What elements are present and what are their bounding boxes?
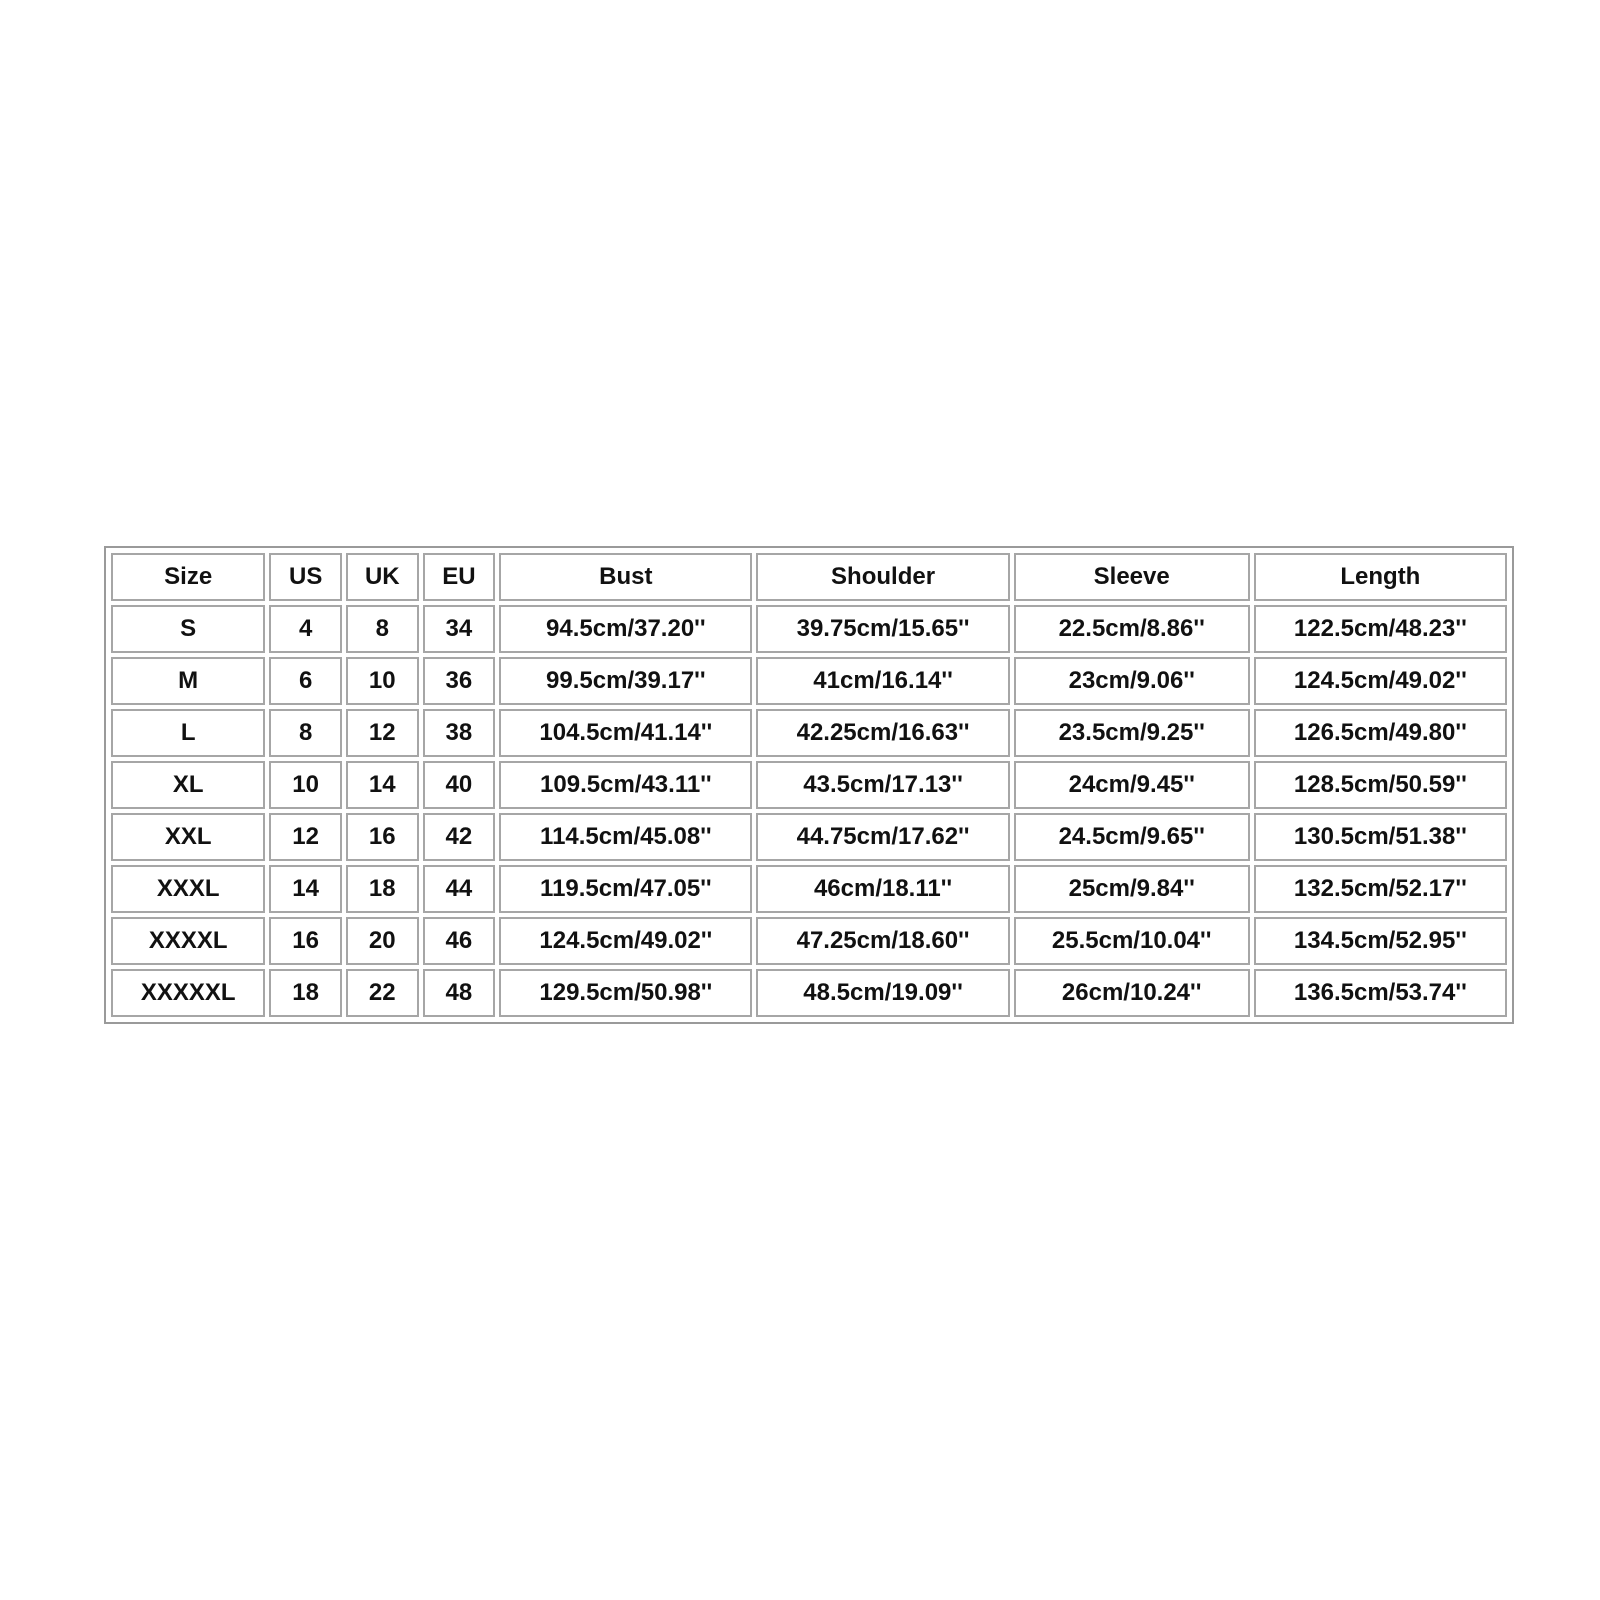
table-row [111,709,1507,757]
cell-sleeve: 26cm/10.24'' [1014,969,1250,1017]
table-row [111,969,1507,1017]
header-row [111,553,1507,601]
header-sleeve: Sleeve [1014,553,1250,601]
cell-shoulder: 41cm/16.14'' [756,657,1009,705]
table-row [111,813,1507,861]
table-row [111,761,1507,809]
cell-sleeve: 25.5cm/10.04'' [1014,917,1250,965]
cell-uk: 10 [346,657,419,705]
cell-bust: 99.5cm/39.17'' [499,657,752,705]
cell-eu: 40 [423,761,496,809]
cell-eu: 44 [423,865,496,913]
cell-eu: 42 [423,813,496,861]
cell-us: 12 [269,813,342,861]
cell-us: 8 [269,709,342,757]
cell-sleeve: 23cm/9.06'' [1014,657,1250,705]
cell-eu: 36 [423,657,496,705]
cell-eu: 46 [423,917,496,965]
cell-bust: 94.5cm/37.20'' [499,605,752,653]
cell-bust: 119.5cm/47.05'' [499,865,752,913]
header-uk: UK [346,553,419,601]
cell-bust: 109.5cm/43.11'' [499,761,752,809]
cell-sleeve: 25cm/9.84'' [1014,865,1250,913]
cell-eu: 34 [423,605,496,653]
cell-size: XXXXL [111,917,265,965]
cell-eu: 48 [423,969,496,1017]
cell-sleeve: 24cm/9.45'' [1014,761,1250,809]
cell-us: 6 [269,657,342,705]
cell-size: XL [111,761,265,809]
header-shoulder: Shoulder [756,553,1009,601]
cell-length: 132.5cm/52.17'' [1254,865,1507,913]
cell-shoulder: 39.75cm/15.65'' [756,605,1009,653]
cell-uk: 12 [346,709,419,757]
cell-shoulder: 42.25cm/16.63'' [756,709,1009,757]
header-bust: Bust [499,553,752,601]
cell-shoulder: 46cm/18.11'' [756,865,1009,913]
cell-us: 10 [269,761,342,809]
cell-size: S [111,605,265,653]
cell-uk: 18 [346,865,419,913]
cell-eu: 38 [423,709,496,757]
cell-bust: 129.5cm/50.98'' [499,969,752,1017]
cell-sleeve: 22.5cm/8.86'' [1014,605,1250,653]
cell-length: 128.5cm/50.59'' [1254,761,1507,809]
cell-shoulder: 44.75cm/17.62'' [756,813,1009,861]
cell-us: 4 [269,605,342,653]
cell-size: XXL [111,813,265,861]
table-row [111,865,1507,913]
cell-uk: 16 [346,813,419,861]
cell-length: 126.5cm/49.80'' [1254,709,1507,757]
cell-shoulder: 48.5cm/19.09'' [756,969,1009,1017]
cell-us: 16 [269,917,342,965]
cell-bust: 124.5cm/49.02'' [499,917,752,965]
size-table [107,549,1511,1021]
cell-size: XXXL [111,865,265,913]
cell-size: L [111,709,265,757]
cell-shoulder: 47.25cm/18.60'' [756,917,1009,965]
cell-uk: 22 [346,969,419,1017]
cell-bust: 114.5cm/45.08'' [499,813,752,861]
cell-shoulder: 43.5cm/17.13'' [756,761,1009,809]
cell-us: 14 [269,865,342,913]
cell-sleeve: 23.5cm/9.25'' [1014,709,1250,757]
cell-size: XXXXXL [111,969,265,1017]
cell-length: 130.5cm/51.38'' [1254,813,1507,861]
cell-uk: 14 [346,761,419,809]
header-eu: EU [423,553,496,601]
size-chart [104,546,1514,1024]
cell-length: 136.5cm/53.74'' [1254,969,1507,1017]
table-row [111,657,1507,705]
header-length: Length [1254,553,1507,601]
cell-us: 18 [269,969,342,1017]
cell-sleeve: 24.5cm/9.65'' [1014,813,1250,861]
header-us: US [269,553,342,601]
cell-uk: 8 [346,605,419,653]
cell-size: M [111,657,265,705]
cell-length: 122.5cm/48.23'' [1254,605,1507,653]
table-row [111,917,1507,965]
cell-uk: 20 [346,917,419,965]
table-row [111,605,1507,653]
cell-bust: 104.5cm/41.14'' [499,709,752,757]
cell-length: 134.5cm/52.95'' [1254,917,1507,965]
cell-length: 124.5cm/49.02'' [1254,657,1507,705]
header-size: Size [111,553,265,601]
